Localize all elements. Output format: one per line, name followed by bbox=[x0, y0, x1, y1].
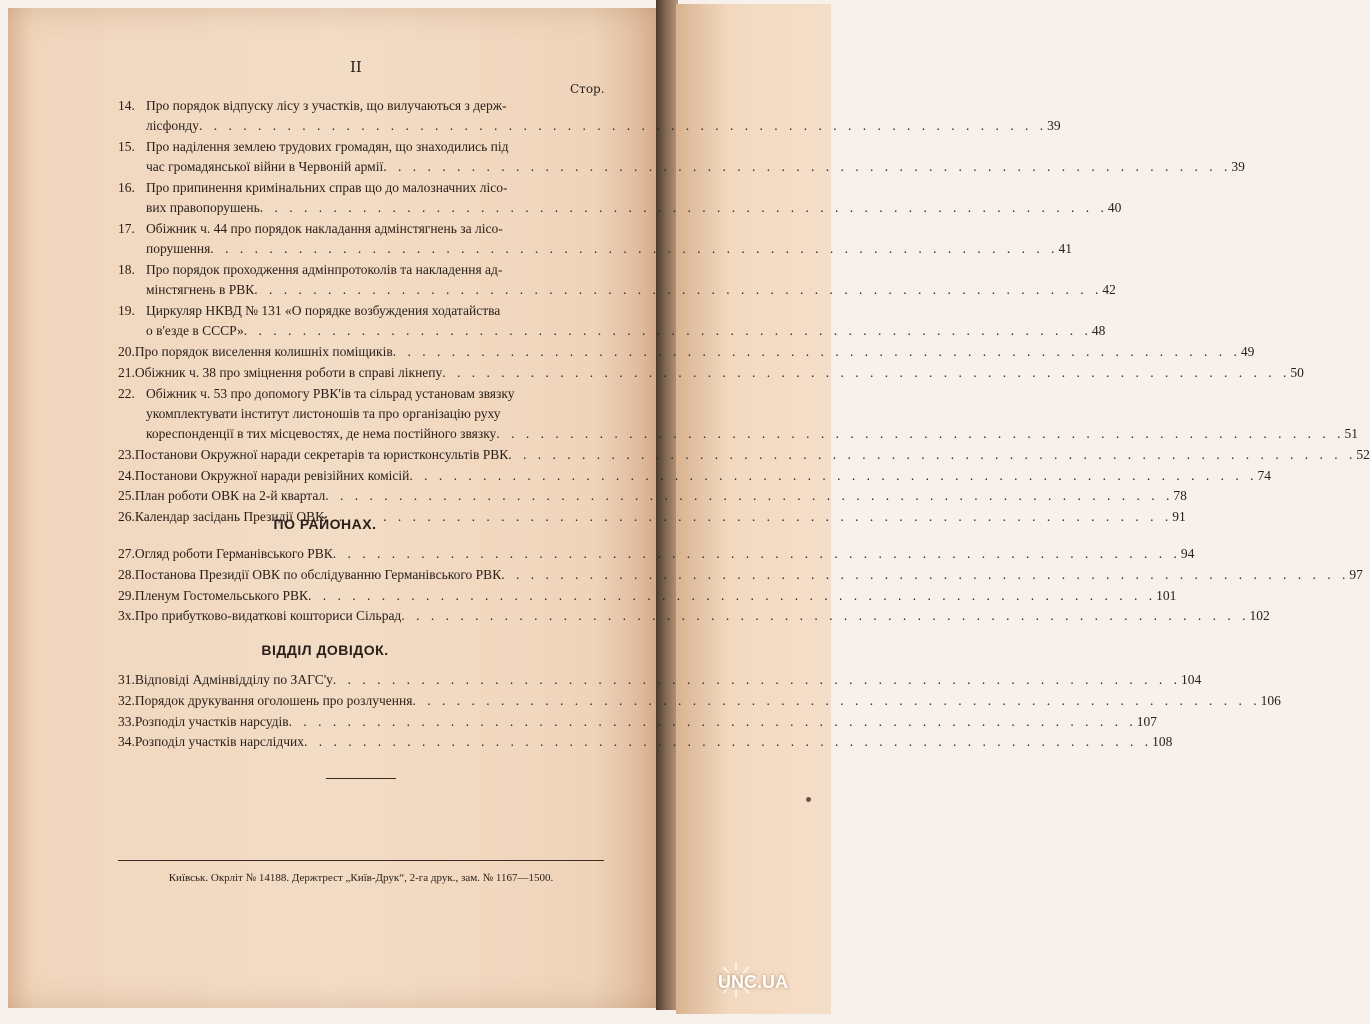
entry-title: порушення bbox=[146, 241, 211, 256]
dot-leader: . . . . . . . . . . . . . . . . . . . . . . . . . . . . . . . . . . . . . . . . . . . . . . . . . . . . . . . . . . bbox=[243, 323, 1092, 338]
entry-title: Постанова Президії ОВК по обслідуванню Германівського РВК bbox=[134, 566, 502, 582]
entry-title: мінстягнень в РВК bbox=[146, 282, 255, 297]
toc-entry bbox=[118, 586, 1177, 606]
entry-number: 29. bbox=[118, 587, 135, 603]
entry-title: о в'езде в СССР» bbox=[146, 323, 244, 338]
entry-title: Постанови Окружної наради ревізійних комісій bbox=[134, 467, 410, 483]
entry-number: 32. bbox=[118, 692, 135, 708]
toc-entry bbox=[118, 565, 1363, 585]
paper-spot bbox=[806, 797, 811, 802]
entry-number: 3х. bbox=[118, 608, 135, 624]
dot-leader: . . . . . . . . . . . . . . . . . . . . . . . . . . . . . . . . . . . . . . . . . . . . . . . . . . . . . . . . . . bbox=[383, 159, 1232, 174]
entry-page: 48 bbox=[1091, 323, 1106, 338]
entry-number: 15. bbox=[118, 139, 135, 154]
toc-entry bbox=[118, 544, 1195, 564]
entry-title: Календар засідань Президії ОВК bbox=[134, 509, 325, 525]
dot-leader: . . . . . . . . . . . . . . . . . . . . . . . . . . . . . . . . . . . . . . . . . . . . . . . . . . . . . . . . . . bbox=[254, 282, 1103, 297]
printer-imprint: Київськ. Окрліт № 14188. Держтрест „Київ-Друк“, 2-га друк., зам. № 1167—1500. bbox=[168, 872, 554, 884]
entry-title: Про порядок проходження адмінпротоколів та накладення ад- bbox=[146, 262, 503, 277]
entry-page: 91 bbox=[1172, 509, 1186, 525]
toc-entry bbox=[118, 363, 1304, 383]
toc-entry bbox=[118, 342, 1255, 362]
entry-title: Обіжник ч. 38 про зміцнення роботи в справі лікнепу bbox=[134, 364, 443, 380]
toc-entry bbox=[118, 137, 1245, 177]
entry-title: лісфонду bbox=[146, 118, 199, 133]
entry-title: Обіжник ч. 44 про порядок накладання адмінстягнень за лісо- bbox=[146, 221, 503, 236]
dot-leader: . . . . . . . . . . . . . . . . . . . . . . . . . . . . . . . . . . . . . . . . . . . . . . . . . . . . . . . . . . bbox=[332, 672, 1182, 687]
entry-page: 101 bbox=[1156, 587, 1177, 603]
toc-entry bbox=[118, 712, 1157, 732]
entry-page: 74 bbox=[1257, 467, 1272, 483]
dot-leader: . . . . . . . . . . . . . . . . . . . . . . . . . . . . . . . . . . . . . . . . . . . . . . . . . . . . . . . . . . bbox=[325, 488, 1174, 504]
entry-page: 78 bbox=[1173, 488, 1187, 504]
entry-page: 52 bbox=[1356, 446, 1370, 462]
entry-number: 33. bbox=[118, 713, 135, 729]
dot-leader: . . . . . . . . . . . . . . . . . . . . . . . . . . . . . . . . . . . . . . . . . . . . . . . . . . . . . . . . . . bbox=[442, 364, 1291, 380]
entry-title: План роботи ОВК на 2-й квартал bbox=[134, 488, 326, 504]
entry-title: укомплектувати інститут листоношів та про організацію руху bbox=[146, 405, 501, 421]
entry-number: 21. bbox=[118, 364, 135, 380]
entry-page: 107 bbox=[1136, 713, 1157, 729]
entry-number: 28. bbox=[118, 566, 135, 582]
toc-entry bbox=[118, 732, 1173, 752]
dot-leader: . . . . . . . . . . . . . . . . . . . . . . . . . . . . . . . . . . . . . . . . . . . . . . . . . . . . . . . . . . bbox=[288, 713, 1137, 729]
column-header-page: Стор. bbox=[570, 82, 605, 96]
toc-entry bbox=[118, 178, 1122, 218]
entry-title: Про наділення землею трудових громадян, що знаходились під bbox=[146, 139, 509, 154]
section-heading-reference: ВІДДІЛ ДОВІДОК. bbox=[261, 642, 389, 658]
toc-entry bbox=[118, 219, 1072, 259]
entry-number: 25. bbox=[118, 488, 135, 504]
entry-page: 108 bbox=[1152, 734, 1173, 750]
entry-page: 102 bbox=[1249, 608, 1270, 624]
dot-leader: . . . . . . . . . . . . . . . . . . . . . . . . . . . . . . . . . . . . . . . . . . . . . . . . . . . . . . . . . . bbox=[304, 734, 1153, 750]
entry-number: 18. bbox=[118, 262, 135, 277]
entry-number: 17. bbox=[118, 221, 135, 236]
toc-entry bbox=[118, 260, 1116, 300]
entry-page: 40 bbox=[1107, 200, 1122, 215]
entry-title: Циркуляр НКВД № 131 «О порядке возбуждения ходатайства bbox=[146, 303, 501, 318]
toc-entry bbox=[118, 301, 1106, 341]
entry-number: 19. bbox=[118, 303, 135, 318]
toc-entry bbox=[118, 384, 1358, 444]
toc-entry bbox=[118, 96, 1061, 136]
entry-number: 26. bbox=[118, 509, 135, 525]
entry-page: 94 bbox=[1180, 546, 1195, 561]
entry-number: 24. bbox=[118, 467, 135, 483]
entry-title: Про припинення кримінальних справ що до малозначних лісо- bbox=[146, 180, 508, 195]
dot-leader: . . . . . . . . . . . . . . . . . . . . . . . . . . . . . . . . . . . . . . . . . . . . . . . . . . . . . . . . . . bbox=[412, 692, 1261, 708]
entry-title: Порядок друкування оголошень про розлучення bbox=[134, 692, 413, 708]
dot-leader: . . . . . . . . . . . . . . . . . . . . . . . . . . . . . . . . . . . . . . . . . . . . . . . . . . . . . . . . . . bbox=[308, 587, 1157, 603]
dot-leader: . . . . . . . . . . . . . . . . . . . . . . . . . . . . . . . . . . . . . . . . . . . . . . . . . . . . . . . . . . bbox=[332, 546, 1181, 561]
entry-page: 97 bbox=[1349, 566, 1363, 582]
entry-number: 22. bbox=[118, 385, 135, 401]
dot-leader: . . . . . . . . . . . . . . . . . . . . . . . . . . . . . . . . . . . . . . . . . . . . . . . . . . . . . . . . . . bbox=[409, 467, 1258, 483]
entry-title: Обіжник ч. 53 про допомогу РВК'ів та сільрад установам звязку bbox=[146, 385, 515, 401]
entry-page: 104 bbox=[1181, 672, 1202, 687]
toc-entry bbox=[118, 606, 1270, 626]
entry-title: Про прибутково-видаткові кошториси Сільрад bbox=[134, 608, 402, 624]
entry-title: Постанови Окружної наради секретарів та юристконсультів РВК bbox=[134, 446, 509, 462]
section-heading-districts: ПО РАЙОНАХ. bbox=[273, 516, 377, 532]
entry-title: Про порядок відпуску лісу з участків, що вилучаються з держ- bbox=[146, 98, 507, 113]
entry-title: кореспонденції в тих місцевостях, де нема постійного звязку bbox=[146, 425, 497, 441]
entry-page: 49 bbox=[1240, 344, 1255, 359]
entry-page: 51 bbox=[1344, 425, 1358, 441]
entry-page: 42 bbox=[1102, 282, 1116, 297]
dot-leader: . . . . . . . . . . . . . . . . . . . . . . . . . . . . . . . . . . . . . . . . . . . . . . . . . . . . . . . . . . bbox=[501, 566, 1350, 582]
divider-long bbox=[118, 860, 604, 861]
entry-number: 27. bbox=[118, 546, 135, 561]
dot-leader: . . . . . . . . . . . . . . . . . . . . . . . . . . . . . . . . . . . . . . . . . . . . . . . . . . . . . . . . . . bbox=[199, 118, 1048, 133]
entry-title: Пленум Гостомельського РВК bbox=[134, 587, 309, 603]
toc-entry bbox=[118, 486, 1187, 506]
entry-number: 34. bbox=[118, 734, 135, 750]
entry-page: 106 bbox=[1260, 692, 1281, 708]
toc-entry bbox=[118, 670, 1202, 690]
entry-number: 23. bbox=[118, 446, 135, 462]
dot-leader: . . . . . . . . . . . . . . . . . . . . . . . . . . . . . . . . . . . . . . . . . . . . . . . . . . . . . . . . . . bbox=[324, 509, 1173, 525]
entry-page: 39 bbox=[1231, 159, 1245, 174]
entry-page: 39 bbox=[1047, 118, 1061, 133]
entry-number: 16. bbox=[118, 180, 135, 195]
entry-title: Про порядок виселення колишніх поміщиків bbox=[134, 344, 393, 359]
entry-title: час громадянської війни в Червоній армії bbox=[146, 159, 384, 174]
toc-entry bbox=[118, 445, 1370, 465]
entry-number: 20. bbox=[118, 344, 135, 359]
page-number: II bbox=[350, 58, 362, 76]
dot-leader: . . . . . . . . . . . . . . . . . . . . . . . . . . . . . . . . . . . . . . . . . . . . . . . . . . . . . . . . . . bbox=[259, 200, 1108, 215]
entry-title: Розподіл участків нарслідчих bbox=[134, 734, 305, 750]
entry-title: Розподіл участків нарсудів bbox=[134, 713, 289, 729]
entry-page: 50 bbox=[1290, 364, 1304, 380]
dot-leader: . . . . . . . . . . . . . . . . . . . . . . . . . . . . . . . . . . . . . . . . . . . . . . . . . . . . . . . . . . bbox=[401, 608, 1250, 624]
entry-title: Огляд роботи Германівського РВК bbox=[134, 546, 333, 561]
dot-leader: . . . . . . . . . . . . . . . . . . . . . . . . . . . . . . . . . . . . . . . . . . . . . . . . . . . . . . . . . . bbox=[210, 241, 1059, 256]
entry-page: 41 bbox=[1058, 241, 1072, 256]
dot-leader: . . . . . . . . . . . . . . . . . . . . . . . . . . . . . . . . . . . . . . . . . . . . . . . . . . . . . . . . . . bbox=[392, 344, 1241, 359]
toc-entry bbox=[118, 691, 1281, 711]
entry-number: 31. bbox=[118, 672, 135, 687]
dot-leader: . . . . . . . . . . . . . . . . . . . . . . . . . . . . . . . . . . . . . . . . . . . . . . . . . . . . . . . . . . bbox=[496, 425, 1345, 441]
toc-entry bbox=[118, 466, 1272, 486]
entry-number: 14. bbox=[118, 98, 135, 113]
watermark-text: UNC.UA bbox=[718, 972, 788, 992]
entry-title: Відповіді Адмінвідділу по ЗАГС'у bbox=[134, 672, 333, 687]
entry-title: вих правопорушень bbox=[146, 200, 260, 215]
divider-short bbox=[326, 778, 396, 779]
dot-leader: . . . . . . . . . . . . . . . . . . . . . . . . . . . . . . . . . . . . . . . . . . . . . . . . . . . . . . . . . . bbox=[508, 446, 1357, 462]
